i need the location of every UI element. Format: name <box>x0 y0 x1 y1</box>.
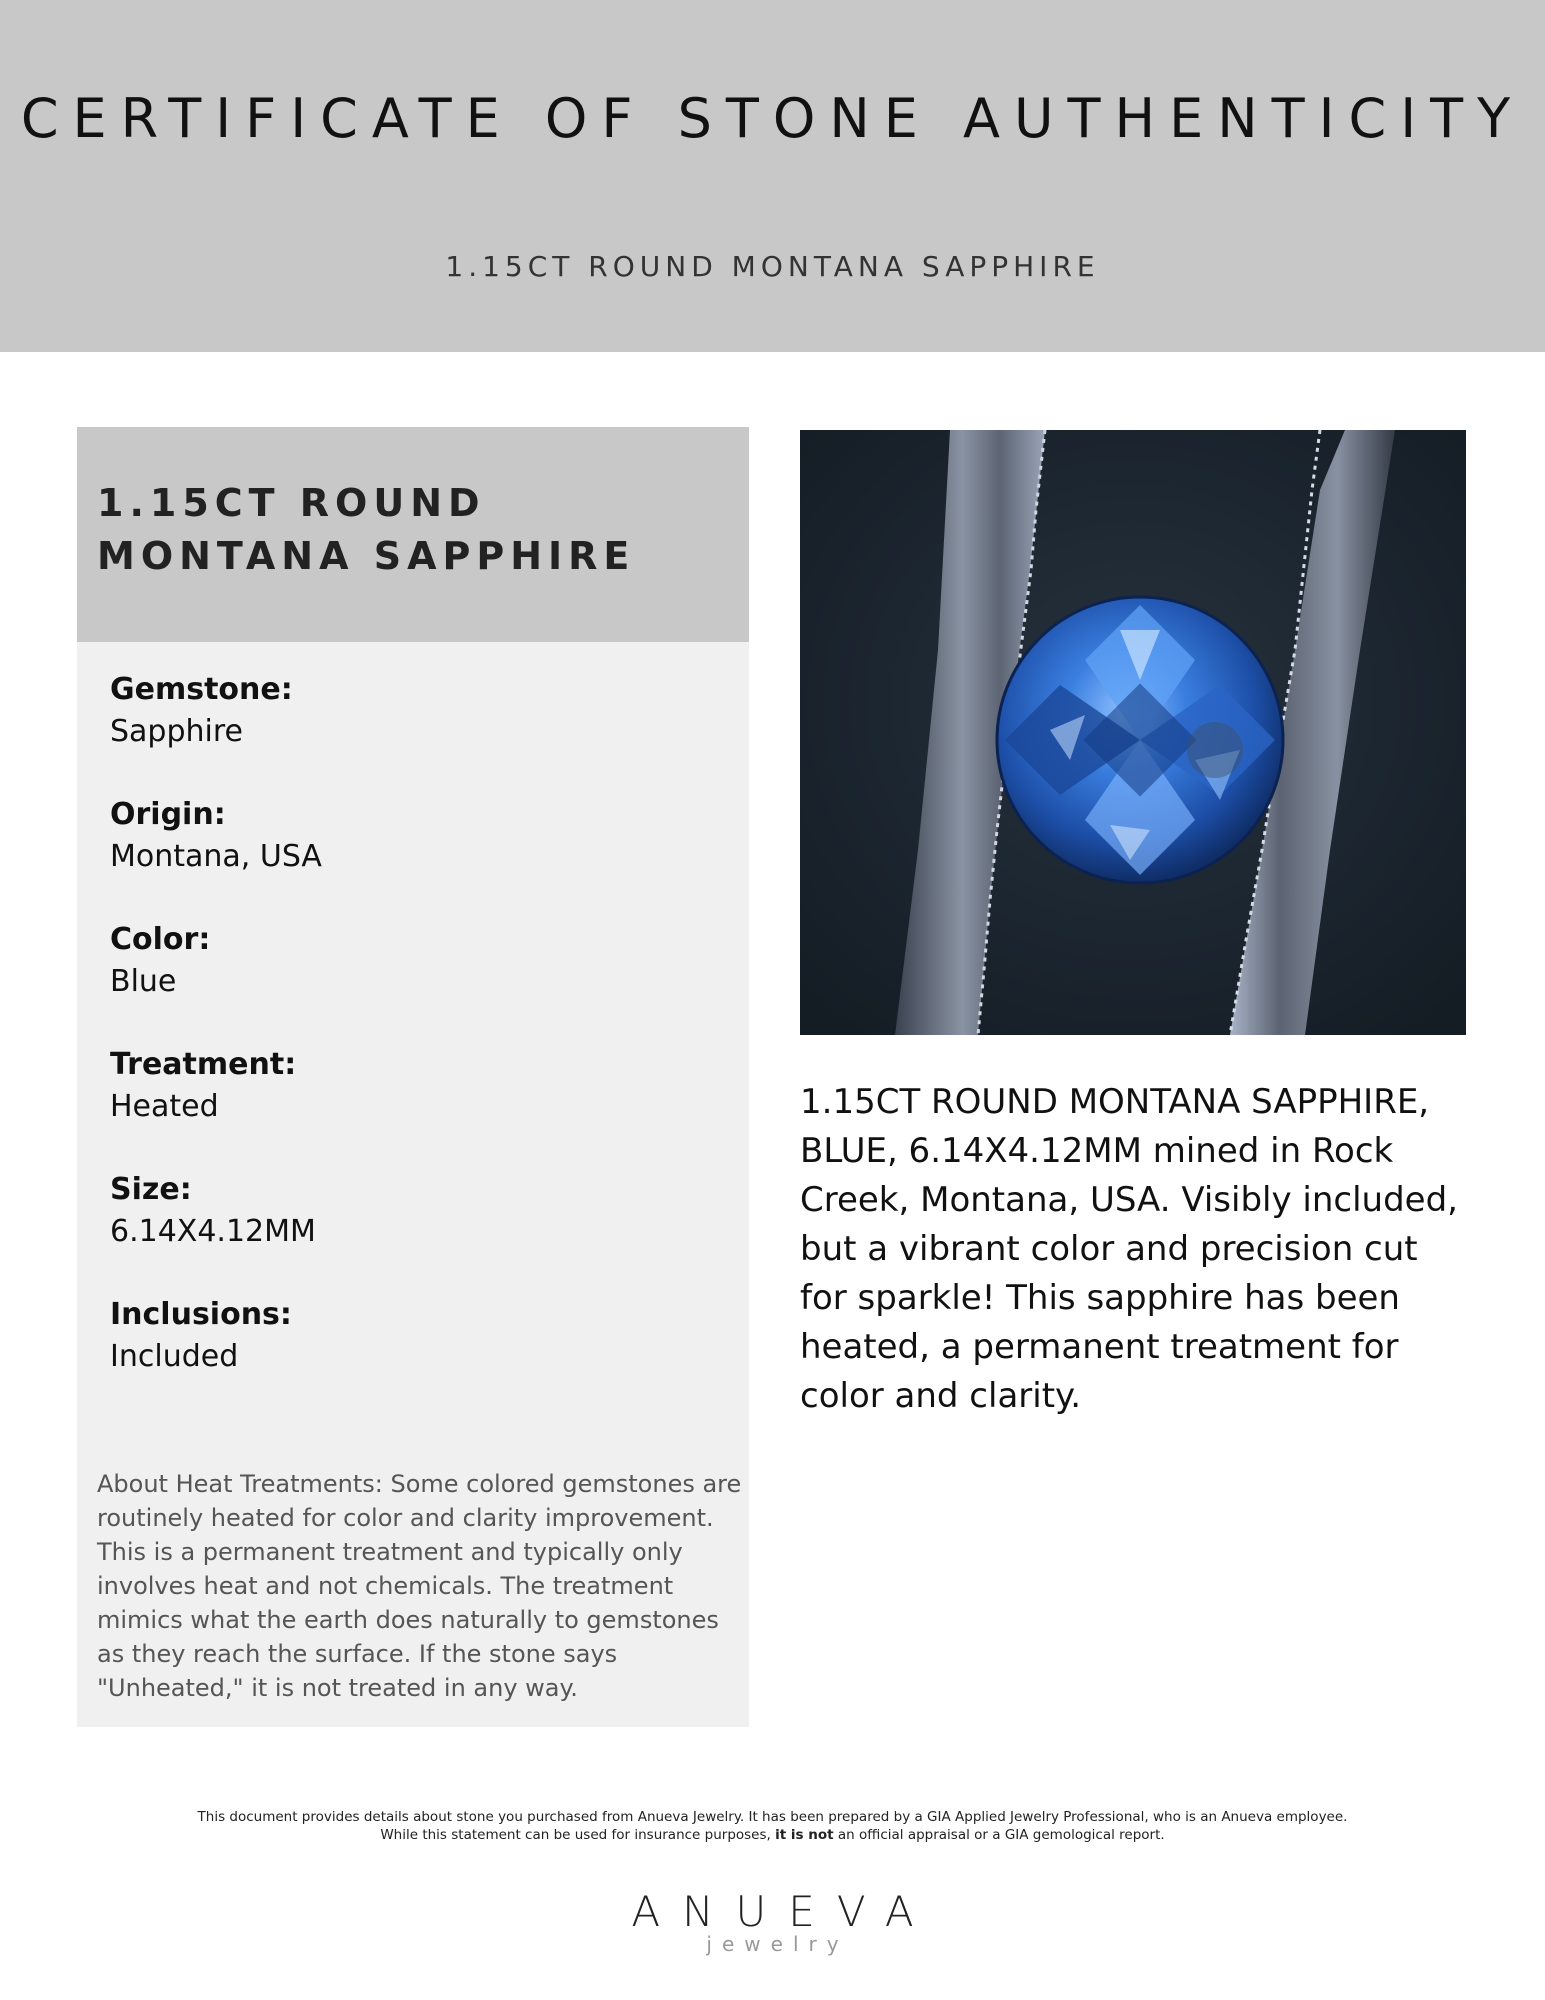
spec-value: Montana, USA <box>110 839 322 874</box>
spec-value: 6.14X4.12MM <box>110 1214 316 1249</box>
certificate-header <box>0 0 1545 352</box>
sapphire-stone <box>997 597 1283 883</box>
disclaimer-line-2-end: an official appraisal or a GIA gemological report. <box>837 1827 1165 1843</box>
certificate-subtitle: 1.15CT ROUND MONTANA SAPPHIRE <box>445 250 1100 283</box>
disclaimer-line-1: This document provides details about stone you purchased from Anueva Jewelry. It has been prepared by a GIA Applied Jewelry Professional, who is an Anueva employee. <box>197 1809 1348 1825</box>
disclaimer-line-2-start: While this statement can be used for insurance purposes, <box>380 1827 771 1843</box>
stone-details-panel <box>77 427 749 1727</box>
heat-treatment-note: About Heat Treatments: Some colored gemstones are routinely heated for color and clarity improvement. This is a permanent treatment and typically only involves heat and not chemicals. The treatment mimics what the earth does naturally to gemstones as they reach the surface. If the stone says "Unheated," it is not treated in any way. <box>97 1470 742 1702</box>
spec-value: Heated <box>110 1089 219 1124</box>
spec-treatment <box>110 1045 710 1127</box>
stone-description: 1.15CT ROUND MONTANA SAPPHIRE, BLUE, 6.14X4.12MM mined in Rock Creek, Montana, USA. Visibly included, but a vibrant color and precision cut for sparkle! This sapphire has been heated, a permanent treatment for color and clarity. <box>800 1082 1458 1416</box>
spec-gemstone <box>110 670 710 752</box>
spec-value: Included <box>110 1339 239 1374</box>
spec-origin <box>110 795 710 877</box>
spec-color <box>110 920 710 1002</box>
disclaimer-emphasis: it is not <box>775 1827 834 1843</box>
sapphire-in-tweezers-image <box>800 430 1466 1035</box>
disclaimer-line-2 <box>0 1826 1545 1844</box>
certificate-title: CERTIFICATE OF STONE AUTHENTICITY <box>20 87 1525 150</box>
stone-details-title: 1.15CT ROUND MONTANA SAPPHIRE <box>97 481 636 578</box>
spec-value: Blue <box>110 964 177 999</box>
logo-subtitle: jewelry <box>706 1932 849 1956</box>
anueva-logo <box>0 1888 1545 1956</box>
spec-label: Inclusions: <box>110 1297 292 1332</box>
spec-label: Treatment: <box>110 1047 297 1082</box>
spec-size <box>110 1170 710 1252</box>
spec-label: Origin: <box>110 797 226 832</box>
disclaimer <box>0 1808 1545 1844</box>
spec-inclusions <box>110 1295 710 1377</box>
spec-value: Sapphire <box>110 714 243 749</box>
spec-label: Size: <box>110 1172 192 1207</box>
stone-details-header <box>77 427 749 642</box>
logo-wordmark: ANUEVA <box>631 1887 936 1936</box>
spec-label: Gemstone: <box>110 672 293 707</box>
spec-label: Color: <box>110 922 211 957</box>
sapphire-photo <box>800 430 1466 1035</box>
